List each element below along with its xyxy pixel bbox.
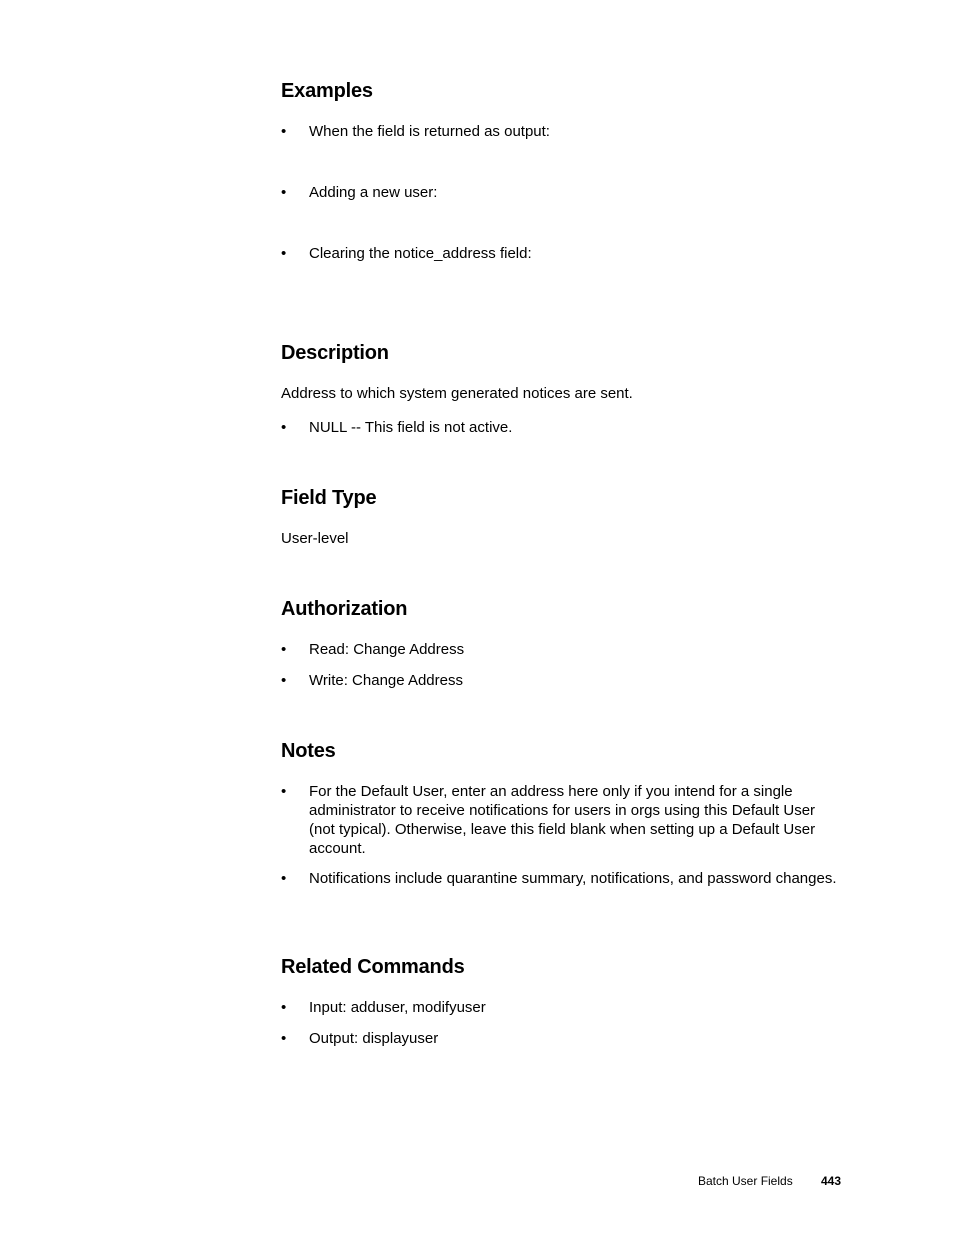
notes-heading: Notes — [281, 740, 336, 762]
bullet-icon: • — [281, 1030, 287, 1047]
bullet-icon: • — [281, 783, 287, 800]
field-type-text: User-level — [281, 530, 349, 547]
bullet-icon: • — [281, 123, 287, 140]
description-heading: Description — [281, 342, 389, 364]
bullet-icon: • — [281, 999, 287, 1016]
page-number: 443 — [821, 1174, 842, 1188]
bullet-icon: • — [281, 870, 287, 887]
authorization-heading: Authorization — [281, 598, 408, 620]
description-text: Address to which system generated notices are sent. — [281, 385, 633, 402]
bullet-icon: • — [281, 184, 287, 201]
bullet-icon: • — [281, 641, 287, 658]
bullet-icon: • — [281, 672, 287, 689]
examples-heading: Examples — [281, 80, 373, 102]
related-commands-heading: Related Commands — [281, 956, 465, 978]
bullet-icon: • — [281, 245, 287, 262]
footer-title: Batch User Fields — [698, 1174, 793, 1188]
field-type-heading: Field Type — [281, 487, 377, 509]
bullet-icon: • — [281, 419, 287, 436]
document-page: Examples • When the field is returned as output: • Adding a new user: • Clearing the notice_address field: Description Address to which system generated notices are sent. • NULL -- This field is not active. Field Type User-level Authorization • Read: Change Address • Write: Change Address Notes • For the Default User, enter an address here only if you intend for a single administrator to receive notifications for users in orgs using this Default User (not typical). Otherwise, leave this field blank when setting up a Default User account. • Notifications include quarantine summary, notifications, and password changes. Related Commands • Input: adduser, modifyuser • Output: displayuser Batch User Fields 443 — [281, 80, 842, 1188]
